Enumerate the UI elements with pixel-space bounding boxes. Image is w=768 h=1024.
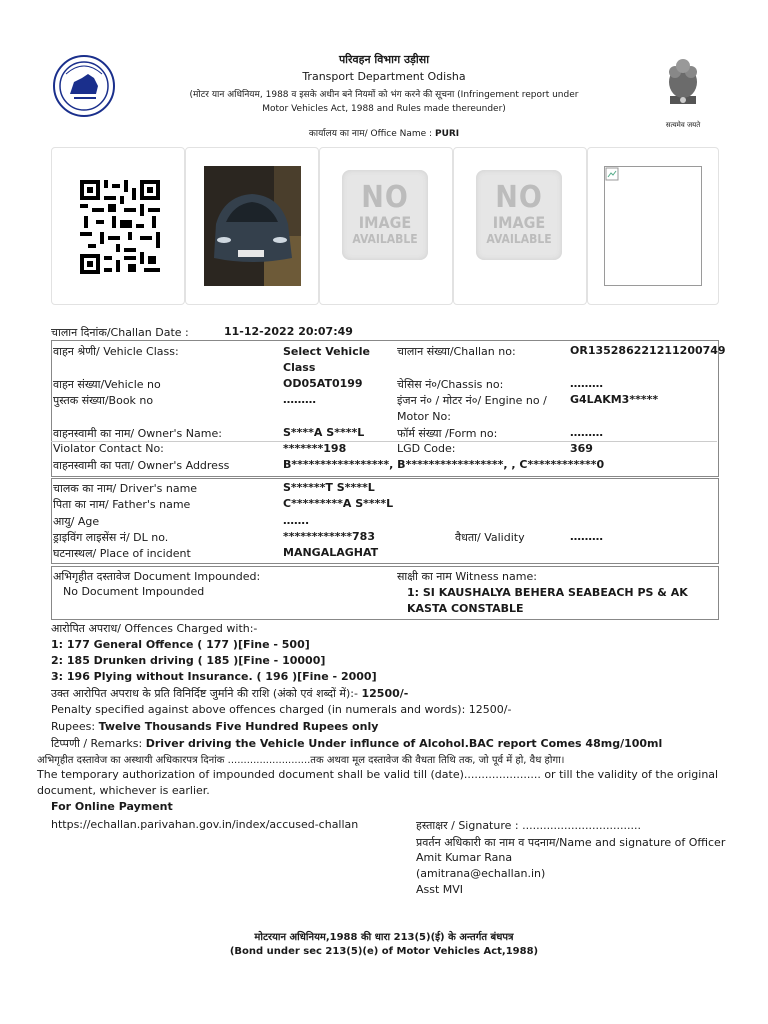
father-name-value: C*********A S****L — [283, 497, 394, 510]
bond-title-hindi: मोटरयान अधिनियम,1988 की धारा 213(5)(ई) के अन्तर्गत बंधपत्र — [254, 932, 514, 943]
rupees-value: Twelve Thousands Five Hundred Rupees only — [98, 720, 379, 733]
chassis-no-label: चेसिस नं०/Chassis no: — [397, 378, 504, 391]
dl-no-label: ड्राइविंग लाइसेंस नं/ DL no. — [53, 531, 169, 544]
dl-no-value: ************783 — [283, 530, 375, 543]
validity-value: ……… — [570, 530, 603, 543]
signature-line: हस्ताक्षर / Signature : .................................. — [416, 819, 641, 832]
document-impounded-value: No Document Impounded — [63, 585, 205, 598]
penalty-hindi — [51, 686, 408, 701]
challan-date-value: 11-12-2022 20:07:49 — [224, 325, 353, 338]
driver-name-label: चालक का नाम/ Driver's name — [53, 482, 198, 495]
image-card-5 — [587, 147, 719, 305]
no-image-text-line2: IMAGE — [358, 213, 412, 232]
office-label: कार्यालय का नाम/ Office Name : — [308, 129, 433, 139]
owner-address-value: B*****************, B*****************, , C************0 — [283, 458, 605, 471]
lgd-code-label: LGD Code: — [397, 442, 456, 455]
national-emblem — [660, 54, 706, 120]
no-image-text-line3: AVAILABLE — [486, 232, 552, 246]
incident-place-value: MANGALAGHAT — [283, 546, 379, 559]
book-no-value: ……… — [283, 393, 316, 406]
form-no-label: फॉर्म संख्या /Form no: — [397, 427, 498, 440]
vehicle-class-label: वाहन श्रेणी/ Vehicle Class: — [53, 345, 179, 358]
offences-label: आरोपित अपराध/ Offences Charged with:- — [51, 622, 258, 635]
vehicle-no-label: वाहन संख्या/Vehicle no — [53, 378, 161, 391]
qr-card — [51, 147, 185, 305]
penalty-rupees — [51, 720, 378, 733]
rupees-label: Rupees: — [51, 720, 96, 733]
qr-code-icon[interactable] — [80, 180, 160, 274]
office-value: PURI — [434, 129, 460, 139]
no-image-text-line2: IMAGE — [492, 213, 546, 232]
age-label: आयु/ Age — [53, 515, 100, 528]
dept-title-hindi: परिवहन विभाग उड़ीसा — [338, 53, 430, 66]
no-image-text-line1: NO — [495, 180, 543, 215]
dept-title-english: Transport Department Odisha — [302, 70, 466, 83]
vehicle-class-value: Select Vehicle Class — [283, 345, 370, 374]
remarks-value: Driver driving the Vehicle Under influnce of Alcohol.BAC report Comes 48mg/100ml — [145, 737, 663, 750]
driver-name-value: S******T S****L — [283, 481, 375, 494]
challan-no-value: OR135286221211200749 — [570, 344, 726, 357]
broken-image-icon — [604, 166, 702, 286]
report-subtitle-line2: Motor Vehicles Act, 1988 and Rules made thereunder) — [262, 104, 506, 114]
temp-auth-english-line2: document, whichever is earlier. — [37, 784, 210, 797]
officer-name: Amit Kumar Rana — [416, 851, 513, 864]
form-no-value: ……… — [570, 426, 603, 439]
temp-auth-english-line1: The temporary authorization of impounded document shall be valid till (date)...................... or till the validity of the original — [37, 768, 719, 781]
officer-name-label: प्रवर्तन अधिकारी का नाम व पदनाम/Name and signature of Officer — [416, 836, 726, 849]
temp-auth-hindi: अभिगृहीत दस्तावेज का अस्थायी अधिकारपत्र दिनांक ..........................तक अथवा मूल दस्तावेज की वैधता तिथि तक, जो पूर्व में हो, वैध होगा। — [37, 755, 565, 766]
challan-date-label: चालान दिनांक/Challan Date : — [51, 326, 189, 339]
no-image-text-line1: NO — [361, 180, 409, 215]
document-impounded-label: अभिगृहीत दस्तावेज Document Impounded: — [53, 570, 261, 583]
father-name-label: पिता का नाम/ Father's name — [53, 498, 191, 511]
witness-name-label: साक्षी का नाम Witness name: — [397, 570, 537, 583]
offence-item: 3: 196 Plying without Insurance. ( 196 )[Fine - 2000] — [51, 670, 377, 683]
owner-name-value: S****A S****L — [283, 426, 365, 439]
witness-name-value: 1: SI KAUSHALYA BEHERA SEABEACH PS & AK KASTA CONSTABLE — [407, 586, 688, 615]
vehicle-info-section — [51, 340, 719, 477]
contact-no-value: *******198 — [283, 442, 347, 455]
bond-title-english: (Bond under sec 213(5)(e) of Motor Vehicles Act,1988) — [229, 946, 539, 957]
vehicle-photo-card — [185, 147, 319, 305]
challan-no-label: चालान संख्या/Challan no: — [397, 345, 516, 358]
no-image-placeholder — [342, 170, 428, 260]
chassis-no-value: ……… — [570, 377, 603, 390]
no-image-placeholder — [476, 170, 562, 260]
lgd-code-value: 369 — [570, 442, 593, 455]
no-image-text-line3: AVAILABLE — [352, 232, 418, 246]
offence-item: 2: 185 Drunken driving ( 185 )[Fine - 10000] — [51, 654, 326, 667]
remarks — [51, 736, 662, 751]
image-card-3 — [319, 147, 453, 305]
incident-place-label: घटनास्थल/ Place of incident — [53, 547, 191, 560]
book-no-label: पुस्तक संख्या/Book no — [53, 394, 154, 407]
online-payment-label: For Online Payment — [51, 800, 173, 813]
engine-no-label: इंजन नं० / मोटर नं०/ Engine no / Motor No: — [397, 394, 547, 423]
penalty-english: Penalty specified against above offences charged (in numerals and words): 12500/- — [51, 703, 512, 716]
owner-name-label: वाहनस्वामी का नाम/ Owner's Name: — [53, 427, 222, 440]
validity-label: वैधता/ Validity — [455, 531, 525, 544]
penalty-hindi-label: उक्त आरोपित अपराध के प्रति विनिर्दिष्ट जुर्माने की राशि (अंको एवं शब्दों में):- — [51, 687, 358, 700]
owner-address-label: वाहनस्वामी का पता/ Owner's Address — [53, 459, 230, 472]
online-payment-link[interactable]: https://echallan.parivahan.gov.in/index/accused-challan — [51, 818, 359, 831]
age-value: ……. — [283, 514, 310, 527]
vehicle-no-value: OD05AT0199 — [283, 377, 363, 390]
offence-item: 1: 177 General Offence ( 177 )[Fine - 500] — [51, 638, 310, 651]
officer-designation: Asst MVI — [416, 883, 464, 896]
emblem-caption: सत्यमेव जयते — [665, 121, 701, 129]
image-card-4 — [453, 147, 587, 305]
officer-email: (amitrana@echallan.in) — [416, 867, 546, 880]
remarks-label: टिप्पणी / Remarks: — [51, 737, 143, 750]
engine-no-value: G4LAKM3***** — [570, 393, 659, 406]
contact-no-label: Violator Contact No: — [53, 442, 164, 455]
penalty-hindi-value: 12500/- — [361, 687, 409, 700]
report-subtitle-line1: (मोटर यान अधिनियम, 1988 व इसके अधीन बने नियमों को भंग करने की सूचना (Infringement report under — [189, 90, 579, 100]
vehicle-photo[interactable] — [204, 166, 301, 286]
